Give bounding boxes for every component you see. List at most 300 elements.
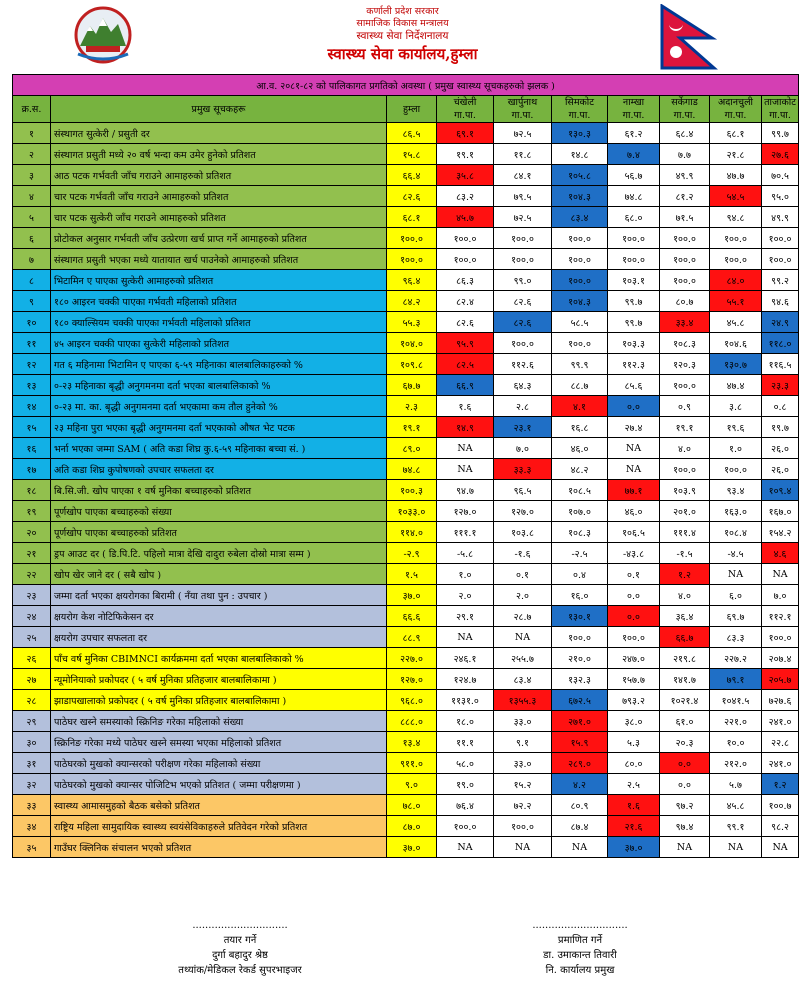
municipality-value: ४५.७: [437, 207, 494, 228]
indicator-name: पूर्णखोप पाएका बच्चाहरुको प्रतिशत: [51, 522, 387, 543]
municipality-value: ६८.०: [608, 207, 660, 228]
municipality-value: NA: [552, 837, 608, 858]
col-m1: [437, 96, 494, 123]
humla-value: ८९.०: [387, 438, 437, 459]
municipality-value: ११२.३: [608, 354, 660, 375]
municipality-value: ११६.५: [762, 354, 799, 375]
municipality-value: २५५.७: [494, 648, 552, 669]
municipality-value: ८३.२: [437, 186, 494, 207]
municipality-value: १०४.६: [710, 333, 762, 354]
table-row: [13, 753, 799, 774]
row-number: ३५: [13, 837, 51, 858]
table-row: [13, 438, 799, 459]
municipality-value: १००.०: [660, 270, 710, 291]
municipality-value: ७२.५: [494, 123, 552, 144]
ministry-line: सामाजिक विकास मन्त्रालय: [356, 18, 449, 29]
indicator-name: संस्थागत प्रसुती मध्ये २० वर्ष भन्दा कम उमेर हुनेको प्रतिशत: [51, 144, 387, 165]
municipality-value: २६.०: [762, 459, 799, 480]
row-number: २०: [13, 522, 51, 543]
municipality-value: ९९.१: [710, 816, 762, 837]
municipality-value: NA: [762, 837, 799, 858]
humla-value: १०९.८: [387, 354, 437, 375]
row-number: १०: [13, 312, 51, 333]
indicator-name: पूर्णखोप पाएका बच्चाहरुको संख्या: [51, 501, 387, 522]
humla-value: १०३३.०: [387, 501, 437, 522]
municipality-value: २१०.०: [552, 648, 608, 669]
municipality-value: NA: [762, 564, 799, 585]
col-m5-type: गा.पा.: [673, 110, 696, 121]
municipality-value: ८२.६: [494, 291, 552, 312]
municipality-value: १००.७: [762, 795, 799, 816]
municipality-value: ७९.५: [494, 186, 552, 207]
col-m6: [710, 96, 762, 123]
municipality-value: १६.८: [552, 417, 608, 438]
municipality-value: १००.०: [762, 627, 799, 648]
municipality-value: ८७.४: [552, 816, 608, 837]
table-row: [13, 837, 799, 858]
municipality-value: ८२.६: [437, 312, 494, 333]
humla-value: १००.०: [387, 228, 437, 249]
municipality-value: ०.१: [608, 564, 660, 585]
indicator-name: संस्थागत सुत्केरी / प्रसुती दर: [51, 123, 387, 144]
municipality-value: १०४.३: [552, 291, 608, 312]
municipality-value: २९.१: [437, 606, 494, 627]
indicator-name: १८० आइरन चक्की पाएका गर्भवती महिलाको प्रतिशत: [51, 291, 387, 312]
municipality-value: ०.८: [762, 396, 799, 417]
municipality-value: ४७.४: [710, 375, 762, 396]
municipality-value: ४९.९: [660, 165, 710, 186]
indicator-name: बि.सि.जी. खोप पाएका १ वर्ष मुनिका बच्चाहरुको प्रतिशत: [51, 480, 387, 501]
row-number: ६: [13, 228, 51, 249]
table-title: आ.व. २०८१-८२ को पालिकागत प्रगतिको अवस्था ( प्रमुख स्वास्थ्य सूचकहरुको झलक ): [13, 75, 799, 96]
municipality-value: ४८.२: [552, 459, 608, 480]
municipality-value: १४१.७: [660, 669, 710, 690]
nepal-flag-icon: [660, 4, 718, 70]
municipality-value: NA: [437, 438, 494, 459]
indicator-name: ०-२३ महिनाका बृद्धी अनुगमनमा दर्ता भएका बालबालिकाको %: [51, 375, 387, 396]
humla-value: ८६.५: [387, 123, 437, 144]
municipality-value: १६.०: [552, 585, 608, 606]
municipality-value: २८९.०: [552, 753, 608, 774]
approved-by-block: [480, 918, 680, 978]
indicator-name: झाडापखालाको प्रकोपदर ( ५ वर्ष मुनिका प्रतिहजार बालबालिकामा ): [51, 690, 387, 711]
indicator-name: खोप खेर जाने दर ( सबै खोप ): [51, 564, 387, 585]
table-row: [13, 312, 799, 333]
col-m1-name: चंखेली: [453, 97, 477, 108]
municipality-value: २.५: [608, 774, 660, 795]
col-m6-type: गा.पा.: [724, 110, 747, 121]
municipality-value: १००.०: [552, 270, 608, 291]
humla-value: २२७.०: [387, 648, 437, 669]
row-number: २५: [13, 627, 51, 648]
humla-value: ९६.४: [387, 270, 437, 291]
row-number: ८: [13, 270, 51, 291]
row-number: २६: [13, 648, 51, 669]
municipality-value: २३.१: [494, 417, 552, 438]
table-row: [13, 501, 799, 522]
humla-value: ६८.१: [387, 207, 437, 228]
municipality-value: ४.६: [762, 543, 799, 564]
municipality-value: ३५.८: [437, 165, 494, 186]
indicator-name: क्षयरोग केश नोटिफिकेसन दर: [51, 606, 387, 627]
indicator-name: पाठेघर खस्ने समस्याको स्क्रिनिङ गरेका महिलाको संख्या: [51, 711, 387, 732]
municipality-value: १००.०: [660, 249, 710, 270]
humla-value: ६६.४: [387, 165, 437, 186]
municipality-value: १००.०: [660, 375, 710, 396]
municipality-value: ५४.५: [710, 186, 762, 207]
approved-by-role: प्रमाणित गर्ने: [557, 935, 603, 946]
municipality-value: १०३.१: [608, 270, 660, 291]
indicator-name: चार पटक गर्भवती जाँच गराउने आमाहरुको प्रतिशत: [51, 186, 387, 207]
municipality-value: ६६.७: [660, 627, 710, 648]
row-number: १६: [13, 438, 51, 459]
municipality-value: ११.१: [437, 732, 494, 753]
municipality-value: NA: [660, 837, 710, 858]
municipality-value: १३०.७: [710, 354, 762, 375]
municipality-value: ५८.०: [437, 753, 494, 774]
municipality-value: १३०.१: [552, 606, 608, 627]
table-row: [13, 585, 799, 606]
indicator-name: प्रोटोकल अनुसार गर्भवती जाँच उत्प्रेरणा खर्च प्राप्त गर्ने आमाहरुको प्रतिशत: [51, 228, 387, 249]
municipality-value: ९४.८: [710, 207, 762, 228]
municipality-value: ९४.७: [437, 480, 494, 501]
municipality-value: १०३.८: [494, 522, 552, 543]
municipality-value: १००.०: [762, 249, 799, 270]
municipality-value: १०८.३: [660, 333, 710, 354]
row-number: ७: [13, 249, 51, 270]
row-number: १४: [13, 396, 51, 417]
municipality-value: २७.६: [762, 144, 799, 165]
municipality-value: १००.०: [710, 228, 762, 249]
municipality-value: -५.८: [437, 543, 494, 564]
municipality-value: ९७.२: [660, 795, 710, 816]
municipality-value: ४९.९: [762, 207, 799, 228]
municipality-value: १००.०: [552, 627, 608, 648]
municipality-value: १००.०: [608, 228, 660, 249]
municipality-value: १००.०: [552, 228, 608, 249]
municipality-value: ११३१.०: [437, 690, 494, 711]
municipality-value: ६८.४: [660, 123, 710, 144]
col-m5-name: सर्केगाड: [671, 97, 698, 108]
row-number: २९: [13, 711, 51, 732]
table-row: [13, 354, 799, 375]
humla-value: ८८८.०: [387, 711, 437, 732]
municipality-value: १६७.०: [762, 501, 799, 522]
municipality-value: NA: [710, 837, 762, 858]
municipality-value: १००.०: [494, 333, 552, 354]
prepared-by-name: दुर्गा बहादुर श्रेष्ठ: [212, 950, 268, 961]
municipality-value: -४३.८: [608, 543, 660, 564]
municipality-value: ९९.९: [552, 354, 608, 375]
humla-value: ९६८.०: [387, 690, 437, 711]
municipality-value: १०७.०: [552, 501, 608, 522]
municipality-value: ९९.७: [608, 312, 660, 333]
municipality-value: ८३.३: [710, 627, 762, 648]
table-row: [13, 291, 799, 312]
municipality-value: ९९.७: [762, 123, 799, 144]
row-number: २४: [13, 606, 51, 627]
municipality-value: ७.४: [608, 144, 660, 165]
table-row: [13, 375, 799, 396]
municipality-value: ९६.५: [494, 480, 552, 501]
municipality-value: ४५.८: [710, 312, 762, 333]
row-number: १५: [13, 417, 51, 438]
municipality-value: ४५.८: [710, 795, 762, 816]
table-row: [13, 669, 799, 690]
municipality-value: २०५.७: [762, 669, 799, 690]
indicator-name: अति कडा शिघ्र कुपोषणको उपचार सफलता दर: [51, 459, 387, 480]
row-number: ५: [13, 207, 51, 228]
table-row: [13, 627, 799, 648]
table-row: [13, 186, 799, 207]
municipality-value: ०.१: [494, 564, 552, 585]
municipality-value: ३.८: [710, 396, 762, 417]
municipality-value: १००.०: [762, 228, 799, 249]
municipality-value: ९५.९: [437, 333, 494, 354]
row-number: १७: [13, 459, 51, 480]
municipality-value: १०४.३: [552, 186, 608, 207]
municipality-value: ९.१: [494, 732, 552, 753]
municipality-value: १.२: [762, 774, 799, 795]
municipality-value: १८.०: [437, 711, 494, 732]
row-number: ४: [13, 186, 51, 207]
municipality-value: ४.०: [660, 438, 710, 459]
table-row: [13, 774, 799, 795]
municipality-value: १३२.३: [552, 669, 608, 690]
municipality-value: १११.४: [660, 522, 710, 543]
municipality-value: २४७.०: [608, 648, 660, 669]
municipality-value: १११.१: [437, 522, 494, 543]
col-m2-type: गा.पा.: [511, 110, 534, 121]
humla-value: ३७.०: [387, 585, 437, 606]
humla-value: १९.१: [387, 417, 437, 438]
indicator-name: ४५ आइरन चक्की पाएका सुत्केरी महिलाको प्रतिशत: [51, 333, 387, 354]
municipality-value: ३७.०: [608, 837, 660, 858]
municipality-value: १०२१.४: [660, 690, 710, 711]
humla-value: -२.९: [387, 543, 437, 564]
col-m3-type: गा.पा.: [568, 110, 591, 121]
municipality-value: ७.७: [660, 144, 710, 165]
municipality-value: १००.०: [494, 249, 552, 270]
municipality-value: ८०.०: [608, 753, 660, 774]
municipality-value: २४१.०: [762, 711, 799, 732]
humla-value: १५.८: [387, 144, 437, 165]
indicator-name: पाठेघरको मुखको क्यान्सर पोजिटिभ भएको प्रतिशत ( जम्मा परीक्षणमा ): [51, 774, 387, 795]
humla-value: ८८.९: [387, 627, 437, 648]
row-number: २३: [13, 585, 51, 606]
row-number: २८: [13, 690, 51, 711]
municipality-value: ३३.४: [660, 312, 710, 333]
table-row: [13, 123, 799, 144]
municipality-value: ८४.०: [710, 270, 762, 291]
municipality-value: १६३.०: [710, 501, 762, 522]
municipality-value: ६६.९: [437, 375, 494, 396]
municipality-value: ८८.७: [552, 375, 608, 396]
municipality-value: १०८.५: [552, 480, 608, 501]
municipality-value: ६४.३: [494, 375, 552, 396]
municipality-value: NA: [494, 627, 552, 648]
municipality-value: १००.०: [660, 459, 710, 480]
row-number: १२: [13, 354, 51, 375]
row-number: ९: [13, 291, 51, 312]
municipality-value: ७२.२: [494, 795, 552, 816]
table-row: [13, 522, 799, 543]
indicator-name: भिटामिन ए पाएका सुत्केरी आमाहरुको प्रतिशत: [51, 270, 387, 291]
humla-value: ७४.८: [387, 459, 437, 480]
municipality-value: २२७.२: [710, 648, 762, 669]
municipality-value: ११८.०: [762, 333, 799, 354]
indicator-name: पाठेघरको मुखको क्यान्सरको परीक्षण गरेका महिलाको संख्या: [51, 753, 387, 774]
municipality-value: १.०: [710, 438, 762, 459]
municipality-value: ७९.१: [710, 669, 762, 690]
municipality-value: ४७.७: [710, 165, 762, 186]
indicator-name: भर्ना भएका जम्मा SAM ( अति कडा शिघ्र कु.६-५९ महिनाका बच्चा सं. ): [51, 438, 387, 459]
municipality-value: २२१.०: [710, 711, 762, 732]
municipality-value: १५७.७: [608, 669, 660, 690]
municipality-value: ७.०: [762, 585, 799, 606]
municipality-value: १००.०: [437, 228, 494, 249]
municipality-value: ७९३.२: [608, 690, 660, 711]
municipality-value: NA: [437, 837, 494, 858]
province-govt-line: कर्णाली प्रदेश सरकार: [366, 6, 439, 17]
municipality-value: ०.९: [660, 396, 710, 417]
humla-value: ११४.०: [387, 522, 437, 543]
humla-value: १०४.०: [387, 333, 437, 354]
municipality-value: -४.५: [710, 543, 762, 564]
indicator-name: स्क्रिनिङ गरेका मध्ये पाठेघर खस्ने समस्या भएका महिलाको प्रतिशत: [51, 732, 387, 753]
col-m6-name: अदानचुली: [718, 97, 753, 108]
municipality-value: NA: [437, 627, 494, 648]
indicator-table: [12, 74, 799, 858]
municipality-value: ०.०: [608, 606, 660, 627]
indicator-name: ०-२३ मा. का. बृद्धी अनुगमनमा दर्ता भएकामा कम तौल हुनेको %: [51, 396, 387, 417]
municipality-value: १२७.०: [494, 501, 552, 522]
municipality-value: ४.०: [660, 585, 710, 606]
table-row: [13, 564, 799, 585]
municipality-value: १००.०: [494, 816, 552, 837]
col-sn: क्र.स.: [13, 96, 51, 123]
row-number: १९: [13, 501, 51, 522]
municipality-value: १०८.३: [552, 522, 608, 543]
municipality-value: १०५.८: [552, 165, 608, 186]
municipality-value: १०३.९: [660, 480, 710, 501]
municipality-value: ६९.७: [710, 606, 762, 627]
municipality-value: १००.०: [608, 627, 660, 648]
row-number: ३१: [13, 753, 51, 774]
municipality-value: ६१.०: [660, 711, 710, 732]
approved-by-name: डा. उमाकान्त तिवारी: [543, 950, 617, 961]
municipality-value: ५५.१: [710, 291, 762, 312]
indicator-name: १८० क्याल्सियम चक्की पाएका गर्भवती महिलाको प्रतिशत: [51, 312, 387, 333]
municipality-value: ७२७.६: [762, 690, 799, 711]
table-row: [13, 543, 799, 564]
municipality-value: २२.८: [762, 732, 799, 753]
municipality-value: २.०: [437, 585, 494, 606]
table-row: [13, 396, 799, 417]
municipality-value: २७१.०: [552, 711, 608, 732]
table-row: [13, 690, 799, 711]
municipality-value: १०९.४: [762, 480, 799, 501]
humla-value: १००.०: [387, 249, 437, 270]
municipality-value: ०.०: [608, 585, 660, 606]
col-m2-name: खार्पुनाथ: [507, 97, 538, 108]
municipality-value: -२.५: [552, 543, 608, 564]
col-indicator: प्रमुख सूचकहरू: [51, 96, 387, 123]
municipality-value: १५.९: [552, 732, 608, 753]
indicator-name: न्यूमोनियाको प्रकोपदर ( ५ वर्ष मुनिका प्रतिहजार बालबालिकामा ): [51, 669, 387, 690]
municipality-value: १००.०: [710, 249, 762, 270]
municipality-value: ६८.१: [710, 123, 762, 144]
municipality-value: NA: [710, 564, 762, 585]
table-row: [13, 144, 799, 165]
municipality-value: ३६.४: [660, 606, 710, 627]
col-m2: [494, 96, 552, 123]
row-number: १३: [13, 375, 51, 396]
col-m3: [552, 96, 608, 123]
municipality-value: १००.०: [710, 459, 762, 480]
table-row: [13, 480, 799, 501]
indicator-name: २३ महिना पुरा भएका बृद्धी अनुगमनमा दर्ता भएकाको औषत भेट पटक: [51, 417, 387, 438]
indicator-name: पाँच वर्ष मुनिका CBIMNCI कार्यक्रममा दर्ता भएका बालबालिकाको %: [51, 648, 387, 669]
indicator-name: ड्रप आउट दर ( डि.पि.टि. पहिलो मात्रा देखि दादुरा रुबेला दोस्रो मात्रा सम्म ): [51, 543, 387, 564]
municipality-value: ७०.५: [762, 165, 799, 186]
municipality-value: २०७.४: [762, 648, 799, 669]
municipality-value: १००.०: [494, 228, 552, 249]
municipality-value: ३३.०: [494, 711, 552, 732]
column-header-row: [13, 96, 799, 123]
prepared-by-dots: ..............................: [192, 920, 288, 931]
table-row: [13, 711, 799, 732]
municipality-value: ११.८: [494, 144, 552, 165]
table-row: [13, 459, 799, 480]
humla-value: ८२.६: [387, 186, 437, 207]
row-number: ३०: [13, 732, 51, 753]
municipality-value: ९९.७: [608, 291, 660, 312]
municipality-value: १.२: [660, 564, 710, 585]
municipality-value: १२४.७: [437, 669, 494, 690]
indicator-name: संस्थागत प्रसुती भएका मध्ये यातायात खर्च पाउनेको आमाहरुको प्रतिशत: [51, 249, 387, 270]
municipality-value: २.०: [494, 585, 552, 606]
municipality-value: ५८.५: [552, 312, 608, 333]
col-m4-name: नाम्खा: [622, 97, 645, 108]
municipality-value: १३०.३: [552, 123, 608, 144]
municipality-value: ९९.२: [762, 270, 799, 291]
municipality-value: ०.४: [552, 564, 608, 585]
municipality-value: ३३.०: [494, 753, 552, 774]
indicator-name: राष्ट्रिय महिला सामुदायिक स्वास्थ्य स्वयंसेविकाहरुले प्रतिवेदन गरेको प्रतिशत: [51, 816, 387, 837]
municipality-value: ८२.४: [437, 291, 494, 312]
municipality-value: १४.९: [437, 417, 494, 438]
municipality-value: २४१.०: [762, 753, 799, 774]
municipality-value: ८०.९: [552, 795, 608, 816]
row-number: १: [13, 123, 51, 144]
humla-value: ७८.०: [387, 795, 437, 816]
municipality-value: ९४.६: [762, 291, 799, 312]
municipality-value: १३५५.३: [494, 690, 552, 711]
municipality-value: ४६.०: [608, 501, 660, 522]
municipality-value: ८४.१: [494, 165, 552, 186]
municipality-value: ७६.४: [437, 795, 494, 816]
municipality-value: ६१.२: [608, 123, 660, 144]
indicator-name: आठ पटक गर्भवती जाँच गराउने आमाहरुको प्रतिशत: [51, 165, 387, 186]
municipality-value: १४.८: [552, 144, 608, 165]
municipality-value: ९९.०: [494, 270, 552, 291]
municipality-value: २७.४: [608, 417, 660, 438]
municipality-value: २१.८: [710, 144, 762, 165]
municipality-value: ८०.७: [660, 291, 710, 312]
municipality-value: ९८.२: [762, 816, 799, 837]
municipality-value: ९५.०: [762, 186, 799, 207]
